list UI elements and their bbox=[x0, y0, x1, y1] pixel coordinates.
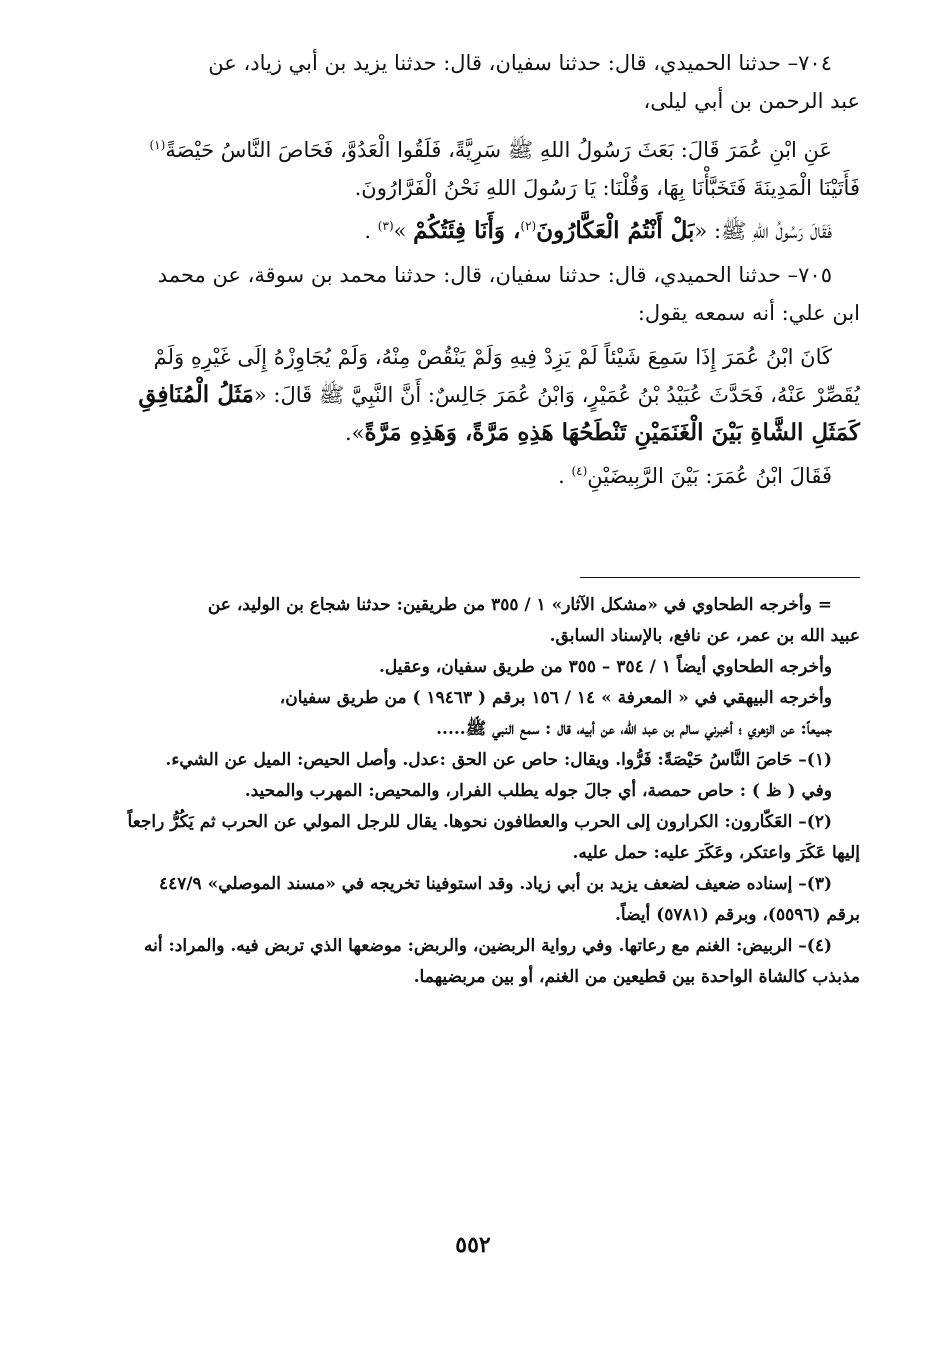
footnote-3-line-2: برقم (٥٥٩٦)، وبرقم (٥٧٨١) أيضاً. bbox=[614, 905, 860, 925]
hadith-704-text-3-end: . bbox=[364, 219, 372, 243]
hadith-705-text-line-1: كَانَ ابْنُ عُمَرَ إِذَا سَمِعَ شَيْئاً لَمْ يَزِدْ فِيهِ وَلَمْ يَنْقُصْ مِنْهُ، وَلَمْ يُجَاوِزْهُ إِلَى غَيْرِهِ وَلَمْ bbox=[153, 345, 832, 369]
footnote-3-line-1: (٣)– إسناده ضعيف لضعف يزيد بن أبي زياد. وقد استوفينا تخريجه في «مسند الموصلي» ٤٤٧/٩ bbox=[158, 874, 832, 894]
hadith-704-bold-1: بَلْ أَنْتُمُ الْعَكَّارُونَ bbox=[536, 217, 695, 244]
footnote-continued-line-2: عبيد الله بن عمر، عن نافع، بالإسناد السابق. bbox=[549, 626, 860, 646]
footnote-2-line-2: إليها عَكَرَ واعتكر، وعَكَرَ عليه: حمل عليه. bbox=[572, 843, 860, 863]
footnote-2-line-1: (٢)– العَكّارون: الكرارون إلى الحرب والعطافون نحوها. يقال للرجل المولي عن الحرب ثم يَكُرُّ راجعاً bbox=[127, 812, 832, 832]
hadith-705-chain-line-2: ابن علي: أنه سمعه يقول: bbox=[637, 301, 860, 325]
page-number: ٥٥٢ bbox=[455, 1232, 491, 1258]
hadith-705-text-4: فَقَالَ ابْنُ عُمَرَ: بَيْنَ الرَّبِيضَيْنِ bbox=[587, 464, 832, 488]
footnote-ref-3: (٣) bbox=[377, 219, 394, 233]
hadith-704-text-line-3 bbox=[78, 207, 860, 250]
hadith-705-bold-2: كَمَثَلِ الشَّاةِ بَيْنَ الْغَنَمَيْنِ تَنْطَحُهَا هَذِهِ مَرَّةً، وَهَذِهِ مَرَّةً bbox=[364, 419, 860, 446]
footnote-continued-line-4: وأخرجه البيهقي في « المعرفة » ١٤ / ١٥٦ برقم ( ١٩٤٦٣ ) من طريق سفيان، bbox=[279, 688, 832, 708]
hadith-704-text-line-2: فَأَتَيْنَا الْمَدِينَةَ فَتَخَبَّأْنَا بِهَا، وَقُلْنَا: يَا رَسُولَ اللهِ نَحْنُ الْفَرَّارُونَ. bbox=[354, 176, 860, 200]
footnote-continued-line-3: وأخرجه الطحاوي أيضاً ١ / ٣٥٤ – ٣٥٥ من طريق سفيان، وعقيل. bbox=[379, 657, 832, 677]
footnote-separator bbox=[580, 577, 860, 578]
footnote-1-line-2: وفي ( ظ ) : حاص حمصة، أي جالَ جوله يطلب الفرار، والمحيص: المهرب والمحيد. bbox=[244, 781, 832, 801]
hadith-705-text-4-end: . bbox=[558, 464, 565, 488]
footnote-1-line-1: (١)– حَاصَ النَّاسُ حَيْصَةً: فَرُّوا. ويقال: حاص عن الحق :عدل. وأصل الحيص: الميل عن الشيء. bbox=[165, 750, 832, 770]
hadith-705-chain-line-1: ٧٠٥– حدثنا الحميدي، قال: حدثنا سفيان، قال: حدثنا محمد بن سوقة، عن محمد bbox=[157, 263, 832, 287]
hadith-705-text-line-3 bbox=[78, 414, 860, 452]
hadith-705-text-line-2 bbox=[78, 376, 860, 414]
hadith-704-chain-line-1: ٧٠٤– حدثنا الحميدي، قال: حدثنا سفيان، قال: حدثنا يزيد بن أبي زياد، عن bbox=[208, 51, 832, 75]
hadith-704-chain-line-2: عبد الرحمن بن أبي ليلى، bbox=[643, 89, 860, 113]
hadith-704-text-3-pre: فَقَالَ رَسُولُ اللهِ ﷺ: « bbox=[694, 219, 832, 243]
footnote-ref-2: (٢) bbox=[520, 219, 537, 233]
hadith-704-text-1: عَنِ ابْنِ عُمَرَ قَالَ: بَعَثَ رَسُولُ اللهِ ﷺ سَرِيَّةً، فَلَقُوا الْعَدُوَّ، فَحَاصَ النَّاسُ حَيْصَةً bbox=[165, 138, 832, 162]
hadith-704-bold-2: ، وَأَنَا فِئَتُكُمْ bbox=[413, 217, 521, 244]
hadith-704-text-3-post: » bbox=[393, 219, 407, 243]
hadith-705-text-3-post: ». bbox=[344, 421, 365, 445]
footnote-4-line-1: (٤)– الربيض: الغنم مع رعاتها. وفي رواية الربضين، والربض: موضعها الذي تربض فيه. والمراد: أنه bbox=[144, 936, 832, 956]
hadith-704-text-line-1 bbox=[78, 126, 860, 169]
footnote-4-line-2: مذبذب كالشاة الواحدة بين قطيعين من الغنم، أو بين مربضيهما. bbox=[413, 967, 860, 987]
main-text bbox=[78, 44, 860, 495]
footnote-ref-1: (١) bbox=[149, 138, 166, 152]
footnote-continued-line-5: جميعاً: عن الزهري ؛ أخبرني سالم بن عبد الله، عن أبيه، قال : سمع النبي ﷺ..... bbox=[436, 719, 832, 739]
hadith-705-bold-1: مَثَلُ الْمُنَافِقِ bbox=[138, 381, 254, 408]
hadith-705-text-2-pre: يُقَصِّرْ عَنْهُ، فَحَدَّثَ عُبَيْدُ بْنُ عُمَيْرٍ، وَابْنُ عُمَرَ جَالِسٌ: أَنَّ النَّبِيَّ ﷺ قَالَ: « bbox=[253, 383, 860, 407]
footnotes bbox=[78, 590, 860, 993]
footnote-ref-4: (٤) bbox=[571, 464, 588, 478]
footnote-continued-line-1: = وأخرجه الطحاوي في «مشكل الآثار» ١ / ٣٥٥ من طريقين: حدثنا شجاع بن الوليد، عن bbox=[207, 595, 832, 615]
hadith-705-text-line-4 bbox=[78, 452, 860, 495]
